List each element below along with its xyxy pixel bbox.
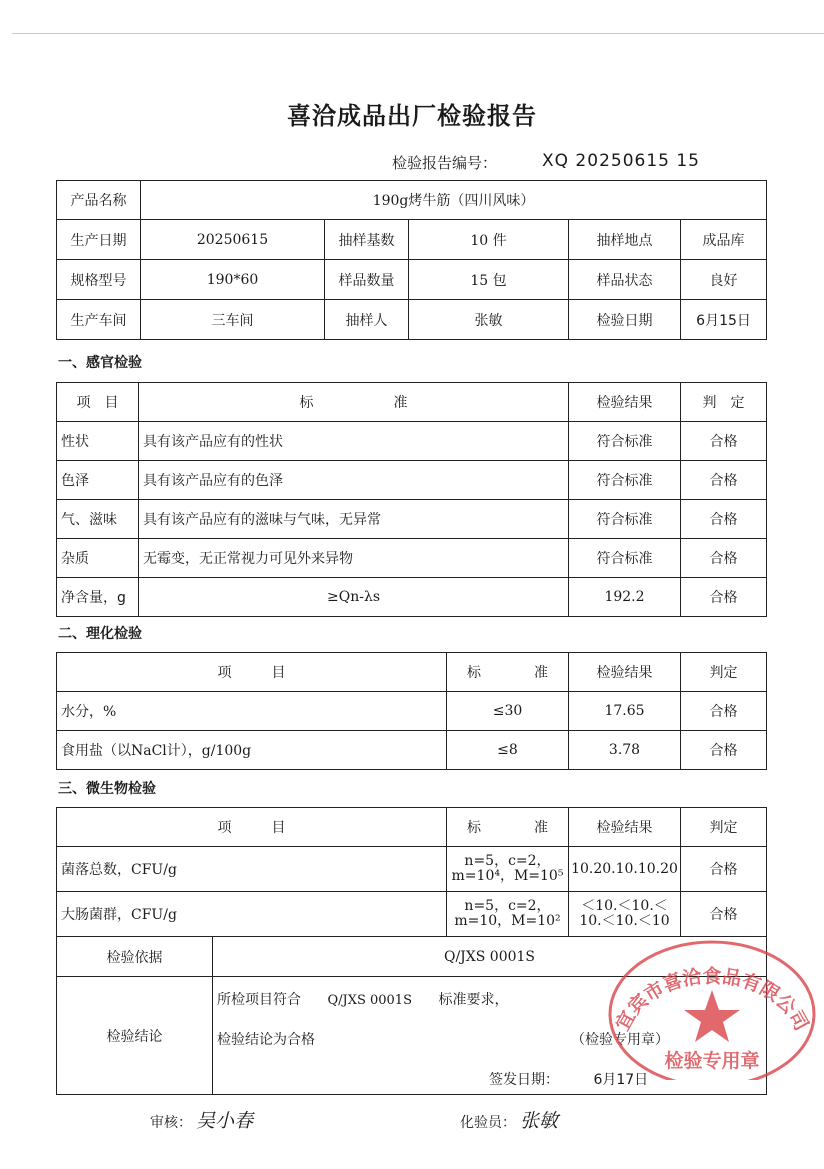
conclusion-text-b: 标准要求， [438, 992, 509, 1008]
physchem-header-item-a: 项 [217, 665, 232, 681]
sensory-header-standard-b: 准 [393, 395, 408, 411]
micro-result-line: ＜10.＜10.＜ [581, 898, 668, 914]
sample-qty-value: 15 包 [409, 260, 569, 300]
seal-star-icon [684, 990, 740, 1042]
sensory-item: 杂质 [57, 539, 139, 578]
issue-date-label: 签发日期： [489, 1072, 559, 1088]
physchem-header-standard-b: 准 [534, 665, 548, 681]
tester-signature [460, 1106, 558, 1133]
table-row [57, 539, 767, 578]
micro-standard-line: m=10，M=10² [454, 913, 561, 929]
basis-value: Q/JXS 0001S [213, 937, 767, 977]
sensory-judge: 合格 [681, 578, 767, 617]
spec-label: 规格型号 [57, 260, 141, 300]
sensory-result: 符合标准 [569, 461, 681, 500]
table-row [57, 731, 767, 770]
sensory-header-result: 检验结果 [569, 383, 681, 422]
physchem-header-standard-a: 标 [467, 665, 481, 681]
micro-header-result: 检验结果 [569, 808, 681, 847]
spec-value: 190*60 [141, 260, 325, 300]
sample-qty-label: 样品数量 [325, 260, 409, 300]
table-row [57, 461, 767, 500]
sensory-header-judge: 判 定 [681, 383, 767, 422]
micro-standard-line: n=5，c=2， [464, 853, 551, 869]
conclusion-standard: Q/JXS 0001S [327, 993, 412, 1008]
sensory-item: 色泽 [57, 461, 139, 500]
physchem-result: 17.65 [569, 692, 681, 731]
table-row [57, 422, 767, 461]
sampler-value: 张敏 [409, 300, 569, 340]
micro-result-line: 10.20.10.10.20 [571, 860, 678, 877]
check-date-label: 检验日期 [569, 300, 681, 340]
sensory-standard: 无霉变，无正常视力可见外来异物 [139, 539, 569, 578]
micro-header-item-b: 目 [271, 820, 286, 836]
seal-dept-text: 检验专用章 [664, 1050, 760, 1072]
micro-result-line: 10.＜10.＜10 [579, 913, 670, 929]
micro-judge: 合格 [681, 847, 767, 892]
conclusion-line-1 [217, 989, 508, 1009]
sample-state-label: 样品状态 [569, 260, 681, 300]
conclusion-line-2: 检验结论为合格 [217, 1032, 315, 1048]
sensory-table [56, 382, 767, 617]
report-number-label: 检验报告编号： [392, 154, 498, 172]
sensory-item: 净含量，g [57, 578, 139, 617]
sensory-result: 192.2 [569, 578, 681, 617]
sensory-standard: ≥Qn-λs [139, 578, 569, 617]
sample-state-value: 良好 [681, 260, 767, 300]
tester-name: 张敏 [520, 1110, 559, 1132]
micro-item: 菌落总数，CFU/g [57, 847, 447, 892]
sensory-judge: 合格 [681, 500, 767, 539]
physchem-judge: 合格 [681, 731, 767, 770]
report-number [392, 151, 700, 173]
product-name-value: 190g烤牛筋（四川风味） [141, 181, 767, 220]
sensory-item: 气、滋味 [57, 500, 139, 539]
micro-header-item [57, 808, 447, 847]
product-info-table [56, 180, 767, 340]
workshop-label: 生产车间 [57, 300, 141, 340]
micro-header-standard [447, 808, 569, 847]
report-number-value: XQ 20250615 15 [542, 151, 700, 171]
official-seal-stamp [606, 930, 818, 1080]
section-sensory-heading: 一、感官检验 [58, 355, 142, 371]
micro-header-standard-b: 准 [534, 820, 548, 836]
sensory-judge: 合格 [681, 539, 767, 578]
section-micro-heading: 三、微生物检验 [58, 781, 156, 797]
micro-result [569, 847, 681, 892]
table-row [57, 500, 767, 539]
top-rule [12, 33, 824, 34]
physchem-standard: ≤8 [447, 731, 569, 770]
table-row [57, 692, 767, 731]
micro-standard-line: n=5，c=2， [464, 898, 551, 914]
physchem-table [56, 652, 767, 770]
product-name-label: 产品名称 [57, 181, 141, 220]
reviewer-label: 审核： [150, 1115, 192, 1131]
sensory-result: 符合标准 [569, 500, 681, 539]
workshop-value: 三车间 [141, 300, 325, 340]
micro-judge: 合格 [681, 892, 767, 937]
issue-date-value: 6月17日 [593, 1072, 649, 1088]
micro-standard [447, 892, 569, 937]
sensory-standard: 具有该产品应有的色泽 [139, 461, 569, 500]
sensory-item: 性状 [57, 422, 139, 461]
sensory-header-standard-a: 标 [299, 395, 314, 411]
sensory-header-item: 项 目 [57, 383, 139, 422]
physchem-judge: 合格 [681, 692, 767, 731]
sensory-header-standard [139, 383, 569, 422]
physchem-header-item-b: 目 [271, 665, 286, 681]
seal-org-path: 宜宾市喜洽食品有限公司 [611, 965, 813, 1035]
check-date-value: 6月15日 [681, 300, 767, 340]
physchem-header-standard [447, 653, 569, 692]
sample-base-value: 10 件 [409, 220, 569, 260]
physchem-header-item [57, 653, 447, 692]
micro-header-judge: 判定 [681, 808, 767, 847]
physchem-header-judge: 判定 [681, 653, 767, 692]
physchem-header-result: 检验结果 [569, 653, 681, 692]
sampler-label: 抽样人 [325, 300, 409, 340]
sensory-standard: 具有该产品应有的滋味与气味，无异常 [139, 500, 569, 539]
prod-date-label: 生产日期 [57, 220, 141, 260]
sensory-judge: 合格 [681, 461, 767, 500]
sensory-judge: 合格 [681, 422, 767, 461]
sample-place-label: 抽样地点 [569, 220, 681, 260]
section-physchem-heading: 二、理化检验 [58, 626, 142, 642]
sensory-result: 符合标准 [569, 539, 681, 578]
sensory-standard: 具有该产品应有的性状 [139, 422, 569, 461]
tester-label: 化验员： [460, 1115, 516, 1131]
report-title: 喜洽成品出厂检验报告 [287, 102, 537, 130]
micro-header-standard-a: 标 [467, 820, 481, 836]
physchem-standard: ≤30 [447, 692, 569, 731]
conclusion-label: 检验结论 [57, 977, 213, 1095]
reviewer-signature [150, 1106, 253, 1133]
micro-table [56, 807, 767, 937]
micro-item: 大肠菌群，CFU/g [57, 892, 447, 937]
sample-base-label: 抽样基数 [325, 220, 409, 260]
prod-date-value: 20250615 [141, 220, 325, 260]
micro-standard-line: m=10⁴，M=10⁵ [451, 868, 564, 884]
sensory-result: 符合标准 [569, 422, 681, 461]
table-row [57, 847, 767, 892]
basis-label: 检验依据 [57, 937, 213, 977]
micro-header-item-a: 项 [217, 820, 232, 836]
physchem-item: 食用盐（以NaCl计），g/100g [57, 731, 447, 770]
sample-place-value: 成品库 [681, 220, 767, 260]
reviewer-name: 吴小春 [196, 1110, 254, 1132]
table-row [57, 578, 767, 617]
conclusion-text-a: 所检项目符合 [217, 992, 301, 1008]
physchem-result: 3.78 [569, 731, 681, 770]
physchem-item: 水分，% [57, 692, 447, 731]
micro-standard [447, 847, 569, 892]
stamp-note: （检验专用章） [571, 1032, 669, 1048]
